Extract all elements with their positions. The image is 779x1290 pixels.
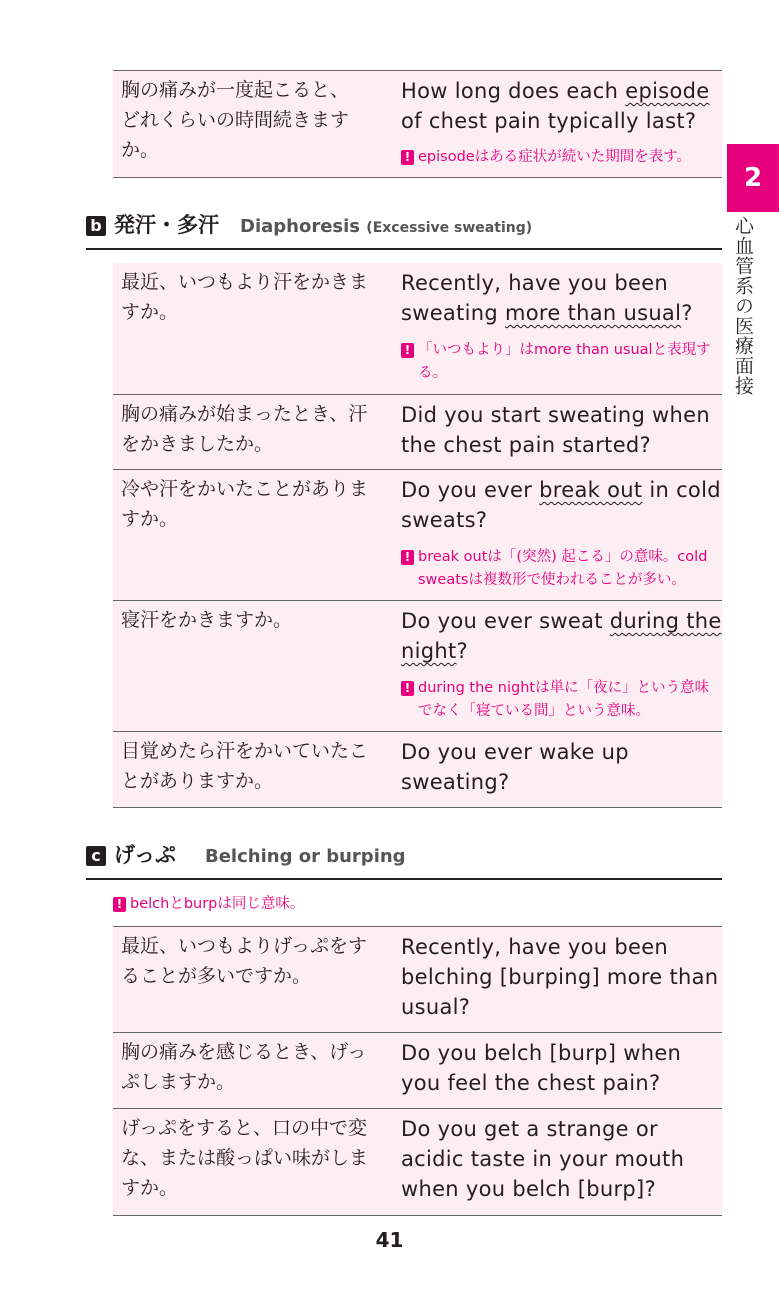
en-text: ? — [681, 301, 693, 325]
en-text: ? — [456, 639, 468, 663]
table-row — [113, 1033, 722, 1109]
section-note — [113, 893, 304, 916]
en-subtitle: (Excessive sweating) — [366, 220, 533, 236]
english-phrase — [401, 268, 723, 328]
table-row — [113, 71, 722, 178]
japanese-phrase: 寝汗をかきますか。 — [121, 609, 293, 631]
japanese-phrase: 冷や汗をかいたことがありますか。 — [121, 478, 369, 530]
japanese-phrase: 最近、いつもより汗をかきますか。 — [121, 271, 369, 323]
japanese-phrase: 胸の痛みが始まったとき、汗をかきましたか。 — [121, 403, 368, 455]
english-phrase: Did you start sweating when the chest pain started? — [401, 403, 710, 457]
exclamation-icon: ! — [113, 897, 126, 912]
exclamation-icon: ! — [401, 550, 414, 565]
table-row — [113, 926, 722, 1033]
note-text: 「いつもより」はmore than usualと表現する。 — [418, 342, 711, 381]
japanese-phrase: 胸の痛みを感じるとき、げっぷしますか。 — [121, 1041, 367, 1093]
exclamation-icon: ! — [401, 681, 414, 696]
note-text: break outは「(突然) 起こる」の意味。cold sweatsは複数形で使われることが多い。 — [418, 549, 708, 588]
table-row — [113, 732, 722, 808]
usage-note — [401, 339, 723, 385]
note-text: episodeはある症状が続いた期間を表す。 — [418, 149, 692, 165]
japanese-phrase: 胸の痛みが一度起こると、どれくらいの時間続きますか。 — [121, 79, 350, 161]
section-english-title: Belching or burping — [205, 846, 406, 867]
en-text: of chest pain typically last? — [401, 109, 697, 133]
section-title: 発汗・多汗 — [114, 213, 219, 237]
en-emphasis: during the night — [401, 609, 722, 663]
usage-note — [401, 677, 723, 723]
japanese-phrase: げっぷをすると、口の中で変な、または酸っぱい味がしますか。 — [121, 1117, 369, 1199]
usage-note — [401, 546, 723, 592]
english-phrase: Do you ever wake up sweating? — [401, 740, 629, 794]
chapter-tab-number: 2 — [727, 144, 779, 212]
en-emphasis: episode — [625, 79, 710, 103]
en-emphasis: more than usual — [505, 301, 682, 325]
chapter-tab-title: 心血管系の医療面接 — [732, 216, 754, 396]
english-phrase — [401, 475, 723, 535]
table-row — [113, 470, 722, 601]
en-text: How long does each — [401, 79, 626, 103]
en-text: Do you ever — [401, 478, 540, 502]
note-text: belchとburpは同じ意味。 — [130, 896, 305, 912]
section-badge: b — [86, 216, 106, 236]
en-text: Recently, have you been sweating — [401, 271, 669, 325]
english-phrase: Do you get a strange or acidic taste in your mouth when you belch [burp]? — [401, 1117, 685, 1201]
section-badge: c — [86, 846, 106, 866]
table-row — [113, 1109, 722, 1216]
table-row — [113, 395, 722, 470]
page-number: 41 — [375, 1228, 404, 1252]
en-text: Do you ever sweat — [401, 609, 610, 633]
section-header-b — [86, 212, 722, 250]
english-phrase — [401, 606, 723, 666]
en-text: in cold sweats? — [401, 478, 721, 532]
note-text: during the nightは単に「夜に」という意味でなく「寝ている間」という意味。 — [418, 680, 710, 719]
exclamation-icon: ! — [401, 343, 414, 358]
en-title: Diaphoresis — [240, 216, 361, 237]
usage-note — [401, 146, 723, 169]
english-phrase: Recently, have you been belching [burping] more than usual? — [401, 935, 719, 1019]
en-emphasis: break out — [539, 478, 643, 502]
english-phrase — [401, 76, 723, 136]
japanese-phrase: 目覚めたら汗をかいていたことがありますか。 — [121, 740, 369, 792]
section-title: げっぷ — [114, 843, 176, 867]
table-row — [113, 263, 722, 395]
table-row — [113, 601, 722, 732]
section-english-title — [240, 212, 532, 243]
exclamation-icon: ! — [401, 150, 414, 165]
english-phrase: Do you belch [burp] when you feel the chest pain? — [401, 1041, 682, 1095]
section-header-c — [86, 842, 722, 880]
japanese-phrase: 最近、いつもよりげっぷをすることが多いですか。 — [121, 935, 368, 987]
